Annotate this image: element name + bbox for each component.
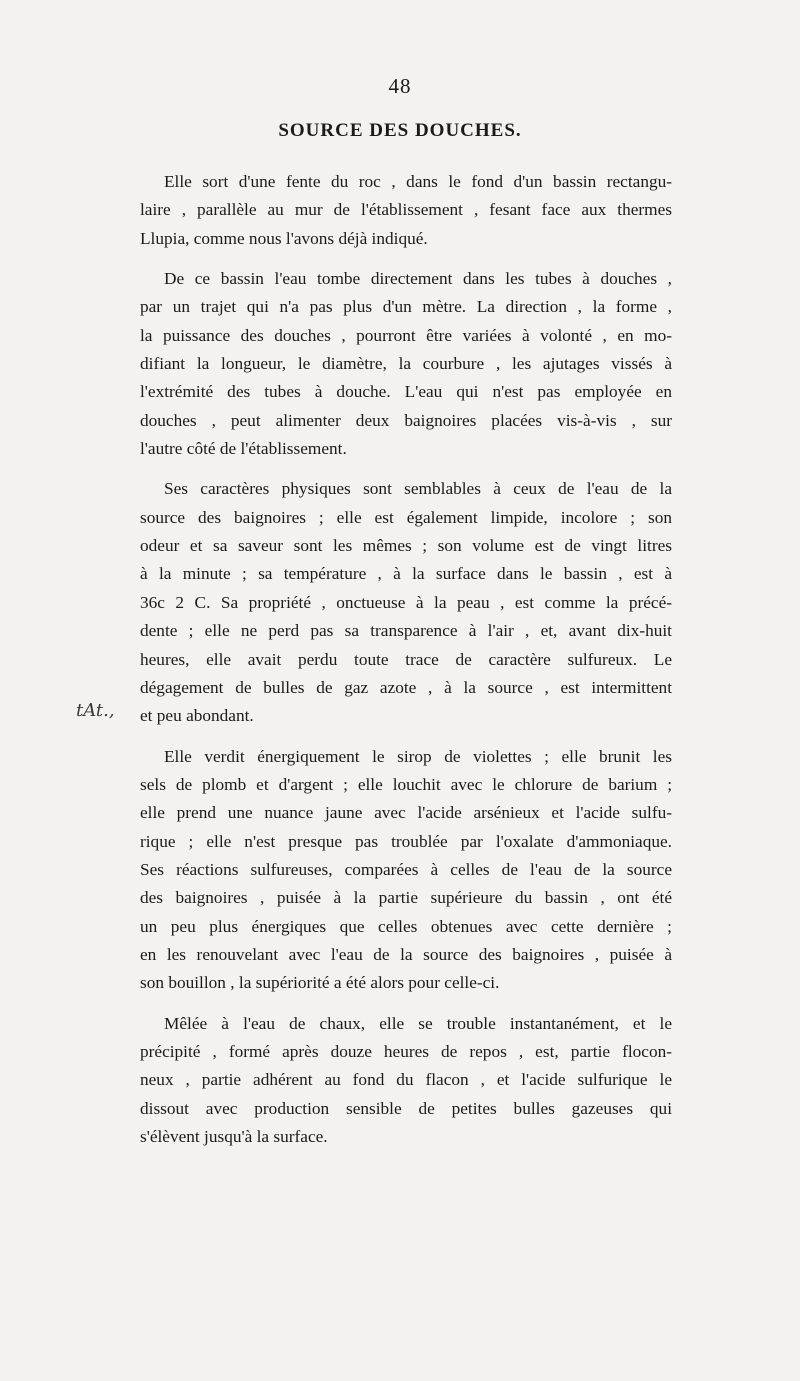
text-line: dégagement de bulles de gaz azote , à la source , est intermittent: [140, 677, 672, 697]
paragraph: [140, 1010, 672, 1152]
text-line: son bouillon , la supériorité a été alors pour celle-ci.: [140, 973, 500, 993]
text-line: l'extrémité des tubes à douche. L'eau qui n'est pas employée en: [140, 382, 672, 402]
paragraph: [140, 743, 672, 998]
section-heading: SOURCE DES DOUCHES.: [278, 120, 522, 141]
text-line: dente ; elle ne perd pas sa transparence à l'air , et, avant dix-huit: [140, 621, 672, 641]
text-line: laire , parallèle au mur de l'établissement , fesant face aux thermes: [140, 200, 672, 220]
text-line: elle prend une nuance jaune avec l'acide arsénieux et l'acide sulfu-: [140, 803, 672, 823]
text-line: douches , peut alimenter deux baignoires placées vis-à-vis , sur: [140, 410, 672, 430]
paragraph: [140, 475, 672, 730]
text-line: Ses réactions sulfureuses, comparées à celles de l'eau de la source: [140, 859, 672, 879]
text-line: la puissance des douches , pourront être variées à volonté , en mo-: [140, 325, 672, 345]
text-line: et peu abondant.: [140, 706, 254, 726]
text-line: en les renouvelant avec l'eau de la source des baignoires , puisée à: [140, 944, 672, 964]
text-line: Mêlée à l'eau de chaux, elle se trouble instantanément, et le: [164, 1013, 672, 1033]
text-line: De ce bassin l'eau tombe directement dans les tubes à douches ,: [164, 269, 672, 289]
text-line: des baignoires , puisée à la partie supérieure du bassin , ont été: [140, 888, 672, 908]
text-line: 36c 2 C. Sa propriété , onctueuse à la peau , est comme la précé-: [140, 592, 672, 612]
text-line: à la minute ; sa température , à la surface dans le bassin , est à: [140, 564, 672, 584]
margin-annotation: tAt.,: [76, 700, 115, 721]
text-line: Elle sort d'une fente du roc , dans le fond d'un bassin rectangu-: [164, 172, 672, 191]
text-line: un peu plus énergiques que celles obtenues avec cette dernière ;: [140, 916, 672, 936]
text-line: s'élèvent jusqu'à la surface.: [140, 1127, 328, 1146]
text-line: heures, elle avait perdu toute trace de caractère sulfureux. Le: [140, 649, 672, 669]
text-line: difiant la longueur, le diamètre, la courbure , les ajutages vissés à: [140, 354, 672, 374]
text-line: dissout avec production sensible de petites bulles gazeuses qui: [140, 1098, 672, 1118]
text-line: Ses caractères physiques sont semblables à ceux de l'eau de la: [164, 479, 672, 499]
text-line: Llupia, comme nous l'avons déjà indiqué.: [140, 228, 428, 248]
text-line: précipité , formé après douze heures de repos , est, partie flocon-: [140, 1041, 672, 1061]
text-line: neux , partie adhérent au fond du flacon , et l'acide sulfurique le: [140, 1070, 672, 1090]
paragraph: [140, 168, 672, 253]
text-line: rique ; elle n'est presque pas troublée par l'oxalate d'ammoniaque.: [140, 831, 672, 851]
text-line: Elle verdit énergiquement le sirop de violettes ; elle brunit les: [164, 746, 672, 766]
text-line: odeur et sa saveur sont les mêmes ; son volume est de vingt litres: [140, 536, 672, 556]
text-line: l'autre côté de l'établissement.: [140, 439, 347, 459]
text-line: sels de plomb et d'argent ; elle louchit avec le chlorure de barium ;: [140, 774, 672, 794]
page-number: 48: [388, 74, 412, 98]
body-text: [140, 168, 672, 1163]
paragraph: [140, 265, 672, 463]
text-line: source des baignoires ; elle est également limpide, incolore ; son: [140, 507, 672, 527]
text-line: par un trajet qui n'a pas plus d'un mètre. La direction , la forme ,: [140, 297, 672, 317]
